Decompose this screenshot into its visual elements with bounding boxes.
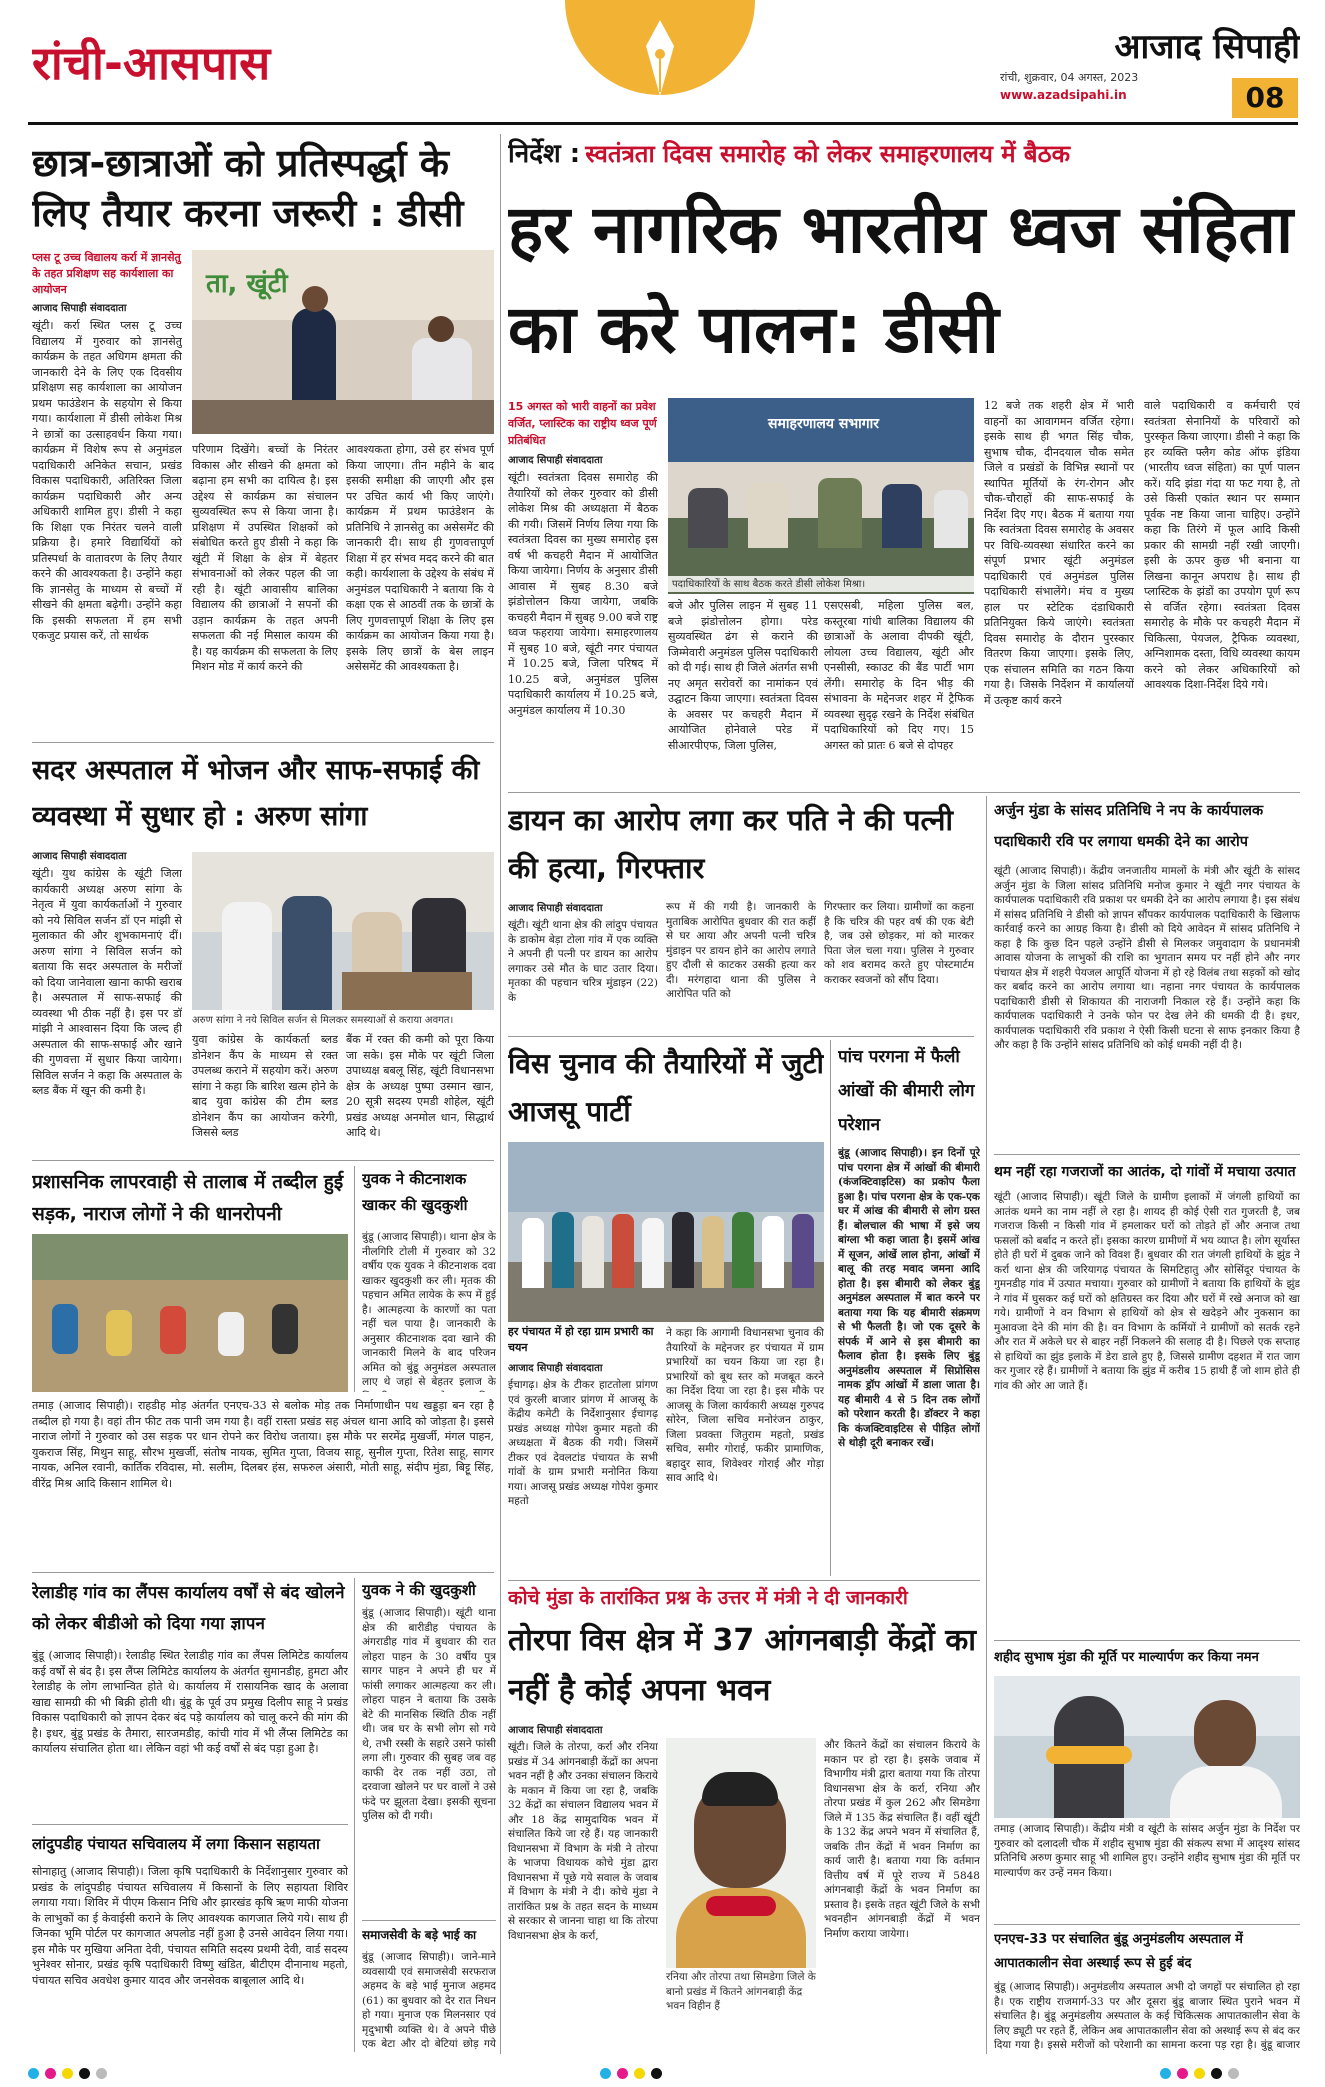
main-photo-banner: समाहरणालय सभागार	[768, 416, 880, 432]
main-topline-bar	[508, 134, 1300, 174]
main-photo-caption: पदाधिकारियों के साथ बैठक करते डीसी लोकेश मिश्रा।	[668, 576, 974, 592]
story12-byline: आजाद सिपाही संवाददाता	[508, 1725, 603, 1736]
story7-headline: युवक ने की खुदकुशी	[362, 1581, 476, 1599]
story14-headline: थम नहीं रहा गजराजों का आतंक, दो गांवों में मचाया उत्पात	[994, 1164, 1296, 1180]
story3-body: तमाड़ (आजाद सिपाही)। राहडीह मोड़ अंतर्गत एनएच-33 से बलोक मोड़ तक निर्माणाधीन पथ खड्डड़ा बन रहा है तब्दील हो गया है। वहां तीन फीट तक पानी जम गया है। वहीं रास्ता प्रखंड सह अंचल थाना आदि को जोड़ता है। इससे नाराज लोगों ने गुरुवार को उस सड़क पर धान रोपने कर विरोध जताया। इस मौके पर सरमेंद्र मुखर्जी, मंगल पाहन, युकराज सिंह, मिथुन साहू, सौरभ मुखर्जी, संतोष नायक, सुमित गुप्ता, विजय साहू, सुनील गुप्ता, रितेश साहू, सागर नायक, अनिल रवानी, कार्तिक रविदास, मो. सलीम, दिलबर हंस, सफरुल अंसारी, मोती साहू, संदीप मुंडा, बिट्टू सिंह, वीरेंद्र मिश्र आदि किसान शामिल थे।	[32, 1399, 494, 1490]
photo-banner-text: ता, खूंटी	[206, 269, 288, 299]
story1-col2: परिणाम दिखेंगे। बच्चों के निरंतर विकास और सीखने की क्षमता को बढ़ाना हम सभी का दायित्व है। इस उद्देश्य से कार्यक्रम का संचालन सुव्यवस्थित रूप से किया जाना है। प्रशिक्षण में उपस्थित शिक्षकों को संबोधित करते हुए डीसी ने कहा कि खूंटी में शिक्षा के क्षेत्र में बेहतर संभावनाओं को लेकर पहल की जा रही है। खूंटी आवासीय बालिका विद्यालय की छात्राओं ने सपनों की उड़ान कार्यक्रम के तहत अपनी सफलता की नई मिसाल कायम की है। यह कार्यक्रम की सफलता के लिए मिशन मोड में कार्य करने की	[192, 443, 338, 673]
story8-headline: समाजसेवी के बड़े भाई का	[362, 1928, 477, 1942]
story9-col2: रूप में की गयी है। जानकारी के मुताबिक आरोपित बुधवार की रात कहीं से घर आया और अपनी पत्नी चरित्र मुंडाइन पर डायन होने का आरोप लगाते हुए दौली से काटकर उसकी हत्या कर दी। मरंगहादा थाना की पुलिस ने आरोपित पति को	[666, 901, 816, 1000]
story1-summary: प्लस टू उच्च विद्यालय कर्रा में ज्ञानसेतु के तहत प्रशिक्षण सह कार्यशाला का आयोजन	[32, 251, 181, 296]
story13-body: खूंटी (आजाद सिपाही)। केंद्रीय जनजातीय मामलों के मंत्री और खूंटी के सांसद अर्जुन मुंडा के जिला सांसद प्रतिनिधि मनोज कुमार ने खूंटी नगर पंचायत के कार्यपालक पदाधिकारी रवि प्रकाश पर धमकी देने का आरोप लगाया है। इस संबंध में सांसद प्रतिनिधि ने डीसी को ज्ञापन सौंपकर कार्यपालक पदाधिकारी के खिलाफ कार्रवाई करने का आग्रह किया है। डीसी को दिये आवेदन में सांसद प्रतिनिधि ने कहा है कि कुछ दिन पहले उन्होंने डीसी से मिलकर जमुवादाग के प्रधानमंत्री आवास योजना के लाभुकों की राशि का भुगतान समय पर नहीं होने और नगर पंचायत क्षेत्र में शहरी पेयजल आपूर्ति योजना में हो रहे विलंब तथा सड़कों को खोद कर बर्बाद करने का आरोप लगाया था। नहाना नगर पंचायत के कार्यपालक पदाधिकारी डीसी से शिकायत की नाराजगी निकाल रहे हैं। उन्होंने कहा कि कार्यपालक पदाधिकारी ने उनके फोन पर देख लेने की धमकी दी है। इधर, कार्यपालक पदाधिकारी रवि प्रकाश ने ऐसी किसी घटना से साफ इनकार किया है और कहा है कि उन्होंने सांसद प्रतिनिधि को कोई धमकी नहीं दी है।	[994, 865, 1300, 1051]
story4-body: बुंडू (आजाद सिपाही)। थाना क्षेत्र के नीलगिरि टोली में गुरुवार को 32 वर्षीय एक युवक ने कीटनाशक दवा खाकर खुदकुशी कर ली। मृतक की पहचान अमित लायेक के रूप में हुई है। आत्महत्या के कारणों का पता नहीं चल पाया है। जानकारी के अनुसार कीटनाशक दवा खाने की जानकारी मिलने के बाद परिजन अमित को बुंडू अनुमंडल अस्पताल लाए थे जहां से बेहतर इलाज के	[362, 1231, 496, 1388]
story10-col1: ईचागढ़। क्षेत्र के टीकर हाटतोला प्रांगण एवं कुरली बाजार प्रांगण में आजसू के केंद्रीय कमेटी के निर्देशानुसार ईचागढ़ प्रखंड अध्यक्ष गोपेश कुमार महतो की अध्यक्षता में बैठक की गयी। जिसमें टीकर एवं देवलटांड पंचायत के सभी गांवों के ग्राम प्रभारी मनोनित किया गया। आजसू प्रखंड अध्यक्ष गोपेश कुमार महतो	[508, 1379, 658, 1507]
story10-photo	[508, 1142, 824, 1322]
main-topline: स्वतंत्रता दिवस समारोह को लेकर समाहरणालय में बैठक	[585, 140, 1071, 168]
main-col5: वाले पदाधिकारी व कर्मचारी एवं स्वतंत्रता सेनानियों के परिवारों को पुरस्कृत किया जाएगा। डीसी ने कहा कि हर व्यक्ति फ्लैग कोड ऑफ इंडिया (भारतीय ध्वज संहिता) का पूर्ण पालन करें। यदि झंडा गंदा या फट गया है, तो उसे किसी एकांत स्थान पर सम्मान पूर्वक नष्ट किया जाना चाहिए। उन्होंने कहा कि तिरंगे में फूल आदि किसी प्रकार की सामग्री नहीं रखी जाएगी। इसी के ऊपर कुछ भी बनाना या लिखना कानून अपराध है। साथ ही प्लास्टिक के झंडों का उपयोग पूर्ण रूप से वर्जित रहेगा। स्वतंत्रता दिवस समारोह के मौके पर कचहरी मैदान में चिकित्सा, पेयजल, ट्रैफिक व्यवस्था, अग्निशामक दस्ता, विधि व्यवस्था कायम करने को लेकर अधिकारियों को आवश्यक दिशा-निर्देश दिये गये।	[1144, 399, 1300, 691]
story2-photo	[192, 852, 494, 1010]
main-col3: एसएसबी, महिला पुलिस बल, कस्तूरबा गांधी बालिका विद्यालय की छात्राओं के अलावा दीपकी खूंटी, लोयला उच्च विद्यालय, खूंटी और एनसीसी, स्काउट की बैंड पार्टी भाग लेंगी। समारोह के दिन भीड़ की संभावना के मद्देनजर शहर में ट्रैफिक व्यवस्था सुदृढ़ रखने के निर्देश संबंधित पदाधिकारियों को दिए गए। 15 अगस्त को प्रातः 6 बजे से दोपहर	[824, 599, 974, 752]
story16-body: बुंडू (आजाद सिपाही)। अनुमंडलीय अस्पताल अभी दो जगहों पर संचालित हो रहा है। एक राष्ट्रीय राजमार्ग-33 पर और दूसरा बुंडू बाजार स्थित पुराने भवन में संचालित है। बुंडू अनुमंडलीय अस्पताल के कई चिकित्सक आपातकालीन सेवा के लिए ड्यूटी पर रहते हैं, लेकिन अब आपातकालीन सेवा को अस्थाई रूप से बंद कर दिया गया है। इससे मरीजों को परेशानी का सामना करना पड़ रहा है। बुंडू बाजार	[994, 1981, 1300, 2051]
story12-kicker: कोचे मुंडा के तारांकित प्रश्न के उत्तर में मंत्री ने दी जानकारी	[508, 1587, 908, 1609]
story2-photo-caption: अरुण सांगा ने नये सिविल सर्जन से मिलकर समस्याओं से कराया अवगत।	[192, 1015, 454, 1026]
story3-photo	[32, 1234, 348, 1392]
story1-headline: छात्र-छात्राओं को प्रतिस्पर्द्धा के लिए तैयार करना जरूरी : डीसी	[32, 141, 464, 235]
paper-name: आजाद सिपाही	[1114, 27, 1300, 67]
story13-headline: अर्जुन मुंडा के सांसद प्रतिनिधि ने नप के कार्यपालक पदाधिकारी रवि पर लगाया धमकी देने का आरोप	[994, 803, 1264, 850]
story1-col3: आवश्यकता होगा, उसे हर संभव पूर्ण किया जाएगा। तीन महीने के बाद इसकी समीक्षा की जाएगी और इस पर उचित कार्य भी किए जाएंगे। कार्यक्रम में प्रथम फाउंडेशन के प्रतिनिधि ने ज्ञानसेतु का असेसमेंट की जानकारी दी। साथ ही गुणवत्तापूर्ण शिक्षा में हर संभव मदद करने की बात कही। कार्यशाला के उद्देश्य के संबंध में अनुमंडल पदाधिकारी ने बताया कि ये कक्षा एक से आठवीं तक के छात्रों के लिए गुणवत्तापूर्ण शिक्षा के लिए इस कार्यक्रम का आयोजन किया गया है। इसके लिए छात्रों के बेस लाइन असेसमेंट की आवश्यकता है।	[346, 443, 494, 673]
story8-body: बुंडू (आजाद सिपाही)। जाने-माने व्यवसायी एवं समाजसेवी सरफराज अहमद के बड़े भाई मुनाज अहमद (61) का बुधवार को देर रात निधन हो गया। मुनाज एक मिलनसार एवं मृदुभाषी व्यक्ति थे। वे अपने पीछे एक बेटा और दो बेटियां छोड़ गये	[362, 1951, 496, 2050]
main-byline: आजाद सिपाही संवाददाता	[508, 455, 603, 466]
story6-body: सोनाहातु (आजाद सिपाही)। जिला कृषि पदाधिकारी के निर्देशानुसार गुरुवार को प्रखंड के लांदुपडीह पंचायत सचिवालय में किसानों के लिए सहायता शिविर लगाया गया। शिविर में पीएम किसान निधि और झारखंड कृषि ऋण माफी योजना के लाभुकों का ई केवाईसी कराने के लिए आवश्यक कागजात लिये गये। साथ ही जिनका भूमि पोर्टल पर कागजात अपलोड नहीं हुआ है उनसे आवेदन लिया गया। इस मौके पर मुखिया अनिता देवी, पंचायत समिति सदस्य प्रथमी देवी, वार्ड सदस्य भुनेश्वर सोनार, प्रखंड कृषि पदाधिकारी विष्णु खंडित, बीटीएम दीनानाथ महतो, पंचायत सचिव अवधेश कुमार यादव और जनसेवक बाबूलाल आदि थे।	[32, 1865, 348, 1987]
story11-headline: पांच परगना में फैली आंखों की बीमारी लोग परेशान	[838, 1047, 975, 1135]
story16-headline: एनएच-33 पर संचालित बुंडू अनुमंडलीय अस्पताल में आपातकालीन सेवा अस्थाई रूप से हुई बंद	[994, 1932, 1243, 1971]
story1-col1: खूंटी। कर्रा स्थित प्लस टू उच्च विद्यालय में गुरुवार को ज्ञानसेतु कार्यक्रम के तहत अधिगम क्षमता की जानकारी देने के लिए एक दिवसीय प्रशिक्षण सह कार्यशाला का आयोजन प्रथम फाउंडेशन के सहयोग से किया गया। कार्यशाला में डीसी लोकेश मिश्र ने छात्रों का उत्साहवर्धन किया गया। कार्यक्रम में विशेष रूप से अनुमंडल पदाधिकारी अनिकेत सचान, प्रखंड विकास पदाधिकारी, अतिरिक्त जिला कार्यक्रम पदाधिकारी और अन्य अधिकारी शामिल हुए। डीसी ने कहा कि शिक्षा एक निरंतर चलने वाली प्रक्रिया है। हमारे विद्यार्थियों को प्रतिस्पर्धा के वातावरण के लिए तैयार करने की आवश्यकता है। उन्होंने कहा कि ज्ञानसेतु के माध्यम से बच्चों में सीखने की क्षमता बढ़ेगी। उन्होंने कहा कि इसकी सफलता में हम सभी एकजुट प्रयास करें, तो सार्थक	[32, 319, 182, 642]
dateline: रांची, शुक्रवार, 04 अगस्त, 2023	[1000, 71, 1139, 84]
story12-photo-caption: रनिया और तोरपा तथा सिमडेगा जिले के बानो प्रखंड में कितने आंगनबाड़ी केंद्र भवन विहीन हैं	[666, 1971, 816, 2012]
main-col2: बजे और पुलिस लाइन में सुबह 11 बजे झंडोत्तोलन होगा। परेड सुव्यवस्थित ढंग से कराने की जिम्मेवारी अनुमंडल पुलिस पदाधिकारी को दी गई। साथ ही जिले अंतर्गत सभी नए अमृत सरोवरों का नामांकन एवं उद्घाटन किया जाएगा। स्वतंत्रता दिवस के अवसर पर कचहरी मैदान में आयोजित होनेवाले परेड में सीआरपीएफ, जिला पुलिस,	[668, 599, 818, 752]
main-col1: खूंटी। स्वतंत्रता दिवस समारोह की तैयारियों को लेकर गुरुवार को डीसी लोकेश मिश्र की अध्यक्षता में बैठक की गयी। जिसमें निर्णय लिया गया कि स्वतंत्रता दिवस का मुख्य समारोह इस वर्ष भी कचहरी मैदान में आयोजित किया जायेगा। निर्णय के अनुसार डीसी आवास में सुबह 8.30 बजे झंडोत्तोलन किया जायेगा, जबकि कचहरी मैदान में सुबह 9.00 बजे राष्ट्र ध्वज फहराया जायेगा। समाहरणालय में सुबह 10 बजे, खूंटी नगर पंचायत में 10.25 बजे, जिला परिषद में 10.25 बजे, अनुमंडल पुलिस पदाधिकारी कार्यालय में 10.25 बजे, अनुमंडल कार्यालय में 10.30	[508, 471, 658, 717]
main-photo	[668, 398, 974, 594]
story10-photo-caption: हर पंचायत में हो रहा ग्राम प्रभारी का चयन	[508, 1325, 654, 1354]
story14-body: खूंटी (आजाद सिपाही)। खूंटी जिले के ग्रामीण इलाकों में जंगली हाथियों का आतंक थमने का नाम नहीं ले रहा है। शायद ही कोई ऐसी रात गुजरती है, जब गजराज किसी न किसी गांव में हमलाकर घरों को तोड़ते हों और अनाज तथा फसलों को बर्बाद न करते हों। इसका कारण ग्रामीणों में भय व्याप्त है। लोग सूर्यास्त होते ही घरों में दुबक जाने को विवश हैं। बुधवार की रात जंगली हाथियों के झुंड ने कर्रा थाना क्षेत्र की जरियागढ़ पंचायत के सिमटिहातु और सोसिंदूर पंचायत के गुमनडीह गांव में उत्पात मचाया। गुरुवार को ग्रामीणों ने बताया कि हाथियों के झुंड ने गांव में घुसकर कई घरों को क्षतिग्रस्त कर दिया और घरों में रखे अनाज को खा गये। ग्रामीणों ने वन विभाग से हाथियों को क्षेत्र से खदेड़ने और नुकसान का मुआवजा देने की मांग की है। वन विभाग के कर्मियों ने ग्रामीणों को सतर्क रहने और रात में अकेले घर से बाहर नहीं निकलने की सलाह दी है। पिछले एक सप्ताह से हाथियों का झुंड इलाके में डेरा डाले हुए है, जिससे ग्रामीण दहशत में रात जाग कर गुजार रहे हैं। ग्रामीणों ने बताया कि झुंड में करीब 15 हाथी हैं जो शाम होते ही गांव की ओर आ जाते हैं।	[994, 1191, 1300, 1392]
page-number: 08	[1232, 78, 1298, 118]
registration-marks-right	[1160, 2064, 1310, 2080]
story2-headline: सदर अस्पताल में भोजन और साफ-सफाई की व्यवस्था में सुधार हो : अरुण सांगा	[32, 755, 480, 832]
story11-body: बुंडू (आजाद सिपाही)। इन दिनों पूरे पांच परगना क्षेत्र में आंखों की बीमारी (कंजक्टिवाइटिस) का प्रकोप फैला हुआ है। पांच परगना क्षेत्र के एक-एक घर में आंख की बीमारी से लोग ग्रस्त हैं। बोलचाल की भाषा में इसे जय बांग्ला भी कहा जाता है। इसमें आंख में सूजन, आंखें लाल होना, आंखों में बालू की तरह मवाद जमना आदि होता है। इस बीमारी को लेकर बुंडू अनुमंडल अस्पताल में बात करने पर बताया गया कि यह बीमारी संक्रमण से भी फैलती है। जो एक दूसरे के संपर्क में आने से इस बीमारी का फैलाव होता है। इसके लिए बुंडू अनुमंडलीय अस्पताल में सिप्रोसिस नामक ड्रॉप आंखों में डाला जाता है। यह बीमारी 4 से 5 दिन तक लोगों को परेशान करती है। डॉक्टर ने कहा कि कंजक्टिवाइटिस से पीड़ित लोगों से थोड़ी दूरी बनाकर रखें।	[838, 1147, 980, 1449]
story15-headline: शहीद सुभाष मुंडा की मूर्ति पर माल्यार्पण कर किया नमन	[994, 1650, 1259, 1665]
story2-col1: खूंटी। युथ कांग्रेस के खूंटी जिला कार्यकारी अध्यक्ष अरुण सांगा के नेतृत्व में युवा कार्यकर्ताओं ने गुरुवार को नये सिविल सर्जन डॉ एन मांझी से मुलाकात की और शुभकामनाएं दीं। अरुण सांगा ने सिविल सर्जन को बताया कि सदर अस्पताल के मरीजों को दिया जानेवाला खाना काफी खराब है। अस्पताल में साफ-सफाई की व्यवस्था भी ठीक नहीं है। इस पर डॉ मांझी ने आश्वासन दिया कि जल्द ही अस्पताल की साफ-सफाई और खाने की गुणवत्ता में सुधार किया जायेगा। सिविल सर्जन ने कहा कि अस्पताल के ब्लड बैंक में खून की कमी है।	[32, 867, 182, 1097]
story1-byline: आजाद सिपाही संवाददाता	[32, 303, 127, 314]
story5-headline: रेलाडीह गांव का लैंपस कार्यालय वर्षों से बंद खोलने को लेकर बीडीओ को दिया गया ज्ञापन	[32, 1583, 345, 1634]
story4-headline: युवक ने कीटनाशक खाकर की खुदकुशी	[362, 1170, 468, 1214]
story12-col1: खूंटी। जिले के तोरपा, कर्रा और रनिया प्रखंड में 34 आंगनबाड़ी केंद्रों का अपना भवन नहीं है और उनका संचालन किराये के मकान में किया जा रहा है, जबकि 32 केंद्रों का संचालन विद्यालय भवन में और 18 केंद्र सामुदायिक भवन में संचालित किये जा रहे हैं। यह जानकारी विधानसभा में विभाग के मंत्री ने तोरपा के भाजपा विधायक कोचे मुंडा द्वारा विधानसभा में पूछे गये सवाल के जवाब में विभाग के मंत्री ने दी। कोचे मुंडा ने तारांकित प्रश्न के तहत सदन के माध्यम से सरकार से जानना चाहा था कि तोरपा विधानसभा क्षेत्र के कर्रा,	[508, 1741, 658, 1942]
main-col4: 12 बजे तक शहरी क्षेत्र में भारी वाहनों का आवागमन वर्जित रहेगा। इसके साथ ही भगत सिंह चौक, सुभाष चौक, दीनदयाल चौक समेत जिले व प्रखंडों के विभिन्न स्थानों पर स्थापित मूर्तियों के रंग-रोगन और चौक-चौराहों की साफ-सफाई के निर्देश दिए गए। बैठक में बताया गया कि स्वतंत्रता दिवस समारोह के अवसर पर विधि-व्यवस्था संधारित करने का संपूर्ण प्रभार खूंटी अनुमंडल पदाधिकारी एवं अनुमंडल पुलिस पदाधिकारी संभालेंगे। मंच व मुख्य हाल पर स्टेटिक दंडाधिकारी प्रतिनियुक्त किये जाएंगे। स्वतंत्रता दिवस समारोह के दौरान पुरस्कार वितरण किया जाएगा। इसके लिए, एक संचालन समिति का गठन किया गया है। जिसके निर्देशन में कार्यालयों में उत्कृष्ट कार्य करने	[984, 399, 1134, 707]
story2-byline: आजाद सिपाही संवाददाता	[32, 851, 127, 862]
main-summary: 15 अगस्त को भारी वाहनों का प्रवेश वर्जित, प्लास्टिक का राष्ट्रीय ध्वज पूर्ण प्रतिबंधित	[508, 400, 657, 447]
story9-headline: डायन का आरोप लगा कर पति ने की पत्नी की हत्या, गिरफ्तार	[508, 803, 953, 885]
story3-headline: प्रशासनिक लापरवाही से तालाब में तब्दील हुई सड़क, नाराज लोगों ने की धानरोपनी	[32, 1171, 344, 1225]
story15-body: तमाड़ (आजाद सिपाही)। केंद्रीय मंत्री व खूंटी के सांसद अर्जुन मुंडा के निर्देश पर गुरुवार को दलादली चौक में शहीद सुभाष मुंडा की संकल्प सभा में आदृश्य सांसद प्रतिनिधि अरुण कुमार साहू भी शामिल हुए। उन्होंने शहीद सुभाष मुंडा की मूर्ति पर माल्यार्पण कर उन्हें नमन किया।	[994, 1823, 1300, 1879]
story9-byline: आजाद सिपाही संवाददाता	[508, 903, 603, 914]
story2-col3: बैंक में रक्त की कमी को पूरा किया जा सके। इस मौके पर खूंटी जिला उपाध्यक्ष बबलू सिंह, खूंटी विधानसभा क्षेत्र के अध्यक्ष पुष्पा उस्मान खान, 20 सूत्री सदस्य एमडी शोहेल, खूंटी प्रखंड अध्यक्ष अनमोल धान, सिद्धार्थ आदि थे।	[346, 1033, 494, 1139]
story15-photo	[994, 1676, 1300, 1818]
registration-marks-center	[600, 2064, 740, 2080]
main-kicker: निर्देश :	[508, 139, 581, 169]
story10-byline: आजाद सिपाही संवाददाता	[508, 1363, 603, 1374]
story10-headline: विस चुनाव की तैयारियों में जुटी आजसू पार्टी	[508, 1047, 824, 1128]
registration-marks-left	[28, 2064, 228, 2080]
story9-col1: खूंटी। खूंटी थाना क्षेत्र की लांदुप पंचायत के डाकोम बेड़ा टोला गांव में एक व्यक्ति ने अपनी ही पत्नी पर डायन का आरोप लगाकर उसे मौत के घाट उतार दिया। मृतका की पहचान चरित्र मुंडाइन (22) के	[508, 919, 658, 1004]
main-headline: हर नागरिक भारतीय ध्वज संहिता का करे पालन: डीसी	[508, 191, 1294, 368]
story5-body: बुंडू (आजाद सिपाही)। रेलाडीह स्थित रेलाडीह गांव का लैंपस लिमिटेड कार्यालय कई वर्षों से बंद है। इस लैंप्स लिमिटेड कार्यालय के अंतर्गत सुमानडीह, हुमटा और रेलाडीह के लोग लाभान्वित होते थे। कार्यालय में रासायनिक खाद के अलावा खाद्य सामग्री की भी बिक्री होती थी। बुंडू के पूर्व उप प्रमुख दिलीप साहू ने प्रखंड विकास पदाधिकारी को ज्ञापन देकर बंद पड़े कार्यालय को चालू करने की मांग की है। इधर, बुंडू प्रखंड के तैमारा, सारजमडीह, कांची गांव में भी लैंप्स लिमिटेड का कार्यालय संचालित होता था। लेकिन वहां भी कई वर्षों से बंद पड़ा हुआ है।	[32, 1649, 348, 1755]
story7-body: बुंडू (आजाद सिपाही)। खूंटी थाना क्षेत्र की बारीडीह पंचायत के अंगराडीह गांव में बुधवार की रात लोहरा पाहन के 30 वर्षीय पुत्र सागर पाहन ने अपने ही घर में फांसी लगाकर आत्महत्या कर ली। लोहरा पाहन ने बताया कि उसके बेटे की मानसिक स्थिति ठीक नहीं थी। जब घर के सभी लोग सो गये थे, तभी रस्सी के सहारे उसने फांसी लगा ली। गुरुवार की सुबह जब वह काफी देर तक नहीं उठा, तो दरवाजा खोलने पर घर वालों ने उसे फंदे पर झूलता देखा। इसकी सूचना पुलिस को दी गयी।	[362, 1607, 496, 1822]
story12-col2: और कितने केंद्रों का संचालन किराये के मकान पर हो रहा है। इसके जवाब में विभागीय मंत्री द्वारा बताया गया कि तोरपा विधानसभा क्षेत्र के कर्रा, रनिया और तोरपा प्रखंड में कुल 262 और सिमडेगा जिले में 135 केंद्र संचालित हैं। वहीं खूंटी के 132 केंद्र अपने भवन में संचालित हैं, जबकि तीन केंद्रों में भवन निर्माण का कार्य जारी है। बताया गया कि वर्तमान वित्तीय वर्ष में पूरे राज्य में 5848 आंगनबाड़ी केंद्रों के भवन निर्माण का प्रस्ताव है। इसके तहत खूंटी जिले के सभी भवनहीन आंगनबाड़ी केंद्रों में भवन निर्माण कराया जायेगा।	[824, 1739, 980, 1940]
website: www.azadsipahi.in	[1000, 88, 1127, 102]
masthead	[0, 0, 1325, 128]
story12-photo	[666, 1738, 816, 1968]
pen-nib-logo	[560, 0, 760, 110]
section-title: रांची-आसपास	[32, 36, 271, 90]
story12-headline: तोरपा विस क्षेत्र में 37 आंगनबाड़ी केंद्रों का नहीं है कोई अपना भवन	[508, 1623, 977, 1708]
story6-headline: लांदुपडीह पंचायत सचिवालय में लगा किसान सहायता	[32, 1835, 320, 1853]
story9-col3: गिरफ्तार कर लिया। ग्रामीणों का कहना है कि चरित्र की पहर वर्ष की एक बेटी है, जब उसे छोड़कर, मां को मारकर पिता जेल चला गया। पुलिस ने गुरुवार को शव बरामद करते हुए पोस्टमार्टम कराकर स्वजनों को सौंप दिया।	[824, 901, 974, 986]
story10-col2: ने कहा कि आगामी विधानसभा चुनाव की तैयारियों के मद्देनजर हर पंचायत में ग्राम प्रभारियों का चयन किया जा रहा है। प्रभारियों को बूथ स्तर को मजबूत करने का निर्देश दिया जा रहा है। इस मौके पर आजसू के जिला कार्यकारी अध्यक्ष गुरुपद सोरेन, जिला सचिव मनोरंजन ठाकुर, जिला प्रवक्ता जितुराम महतो, प्रखंड सचिव, समीर गोराई, फकीर प्रामाणिक, बहादुर साव, शिवेश्वर गोराई और गोड़ा साव आदि थे।	[666, 1327, 824, 1484]
story2-col2: युवा कांग्रेस के कार्यकर्ता ब्लड डोनेशन कैंप के माध्यम से रक्त उपलब्ध कराने में सहयोग करें। अरुण सांगा ने कहा कि बारिश खत्म होने के बाद युवा कांग्रेस की टीम ब्लड डोनेशन कैंप का आयोजन करेगी, जिससे ब्लड	[192, 1033, 338, 1139]
story1-photo	[192, 250, 494, 434]
